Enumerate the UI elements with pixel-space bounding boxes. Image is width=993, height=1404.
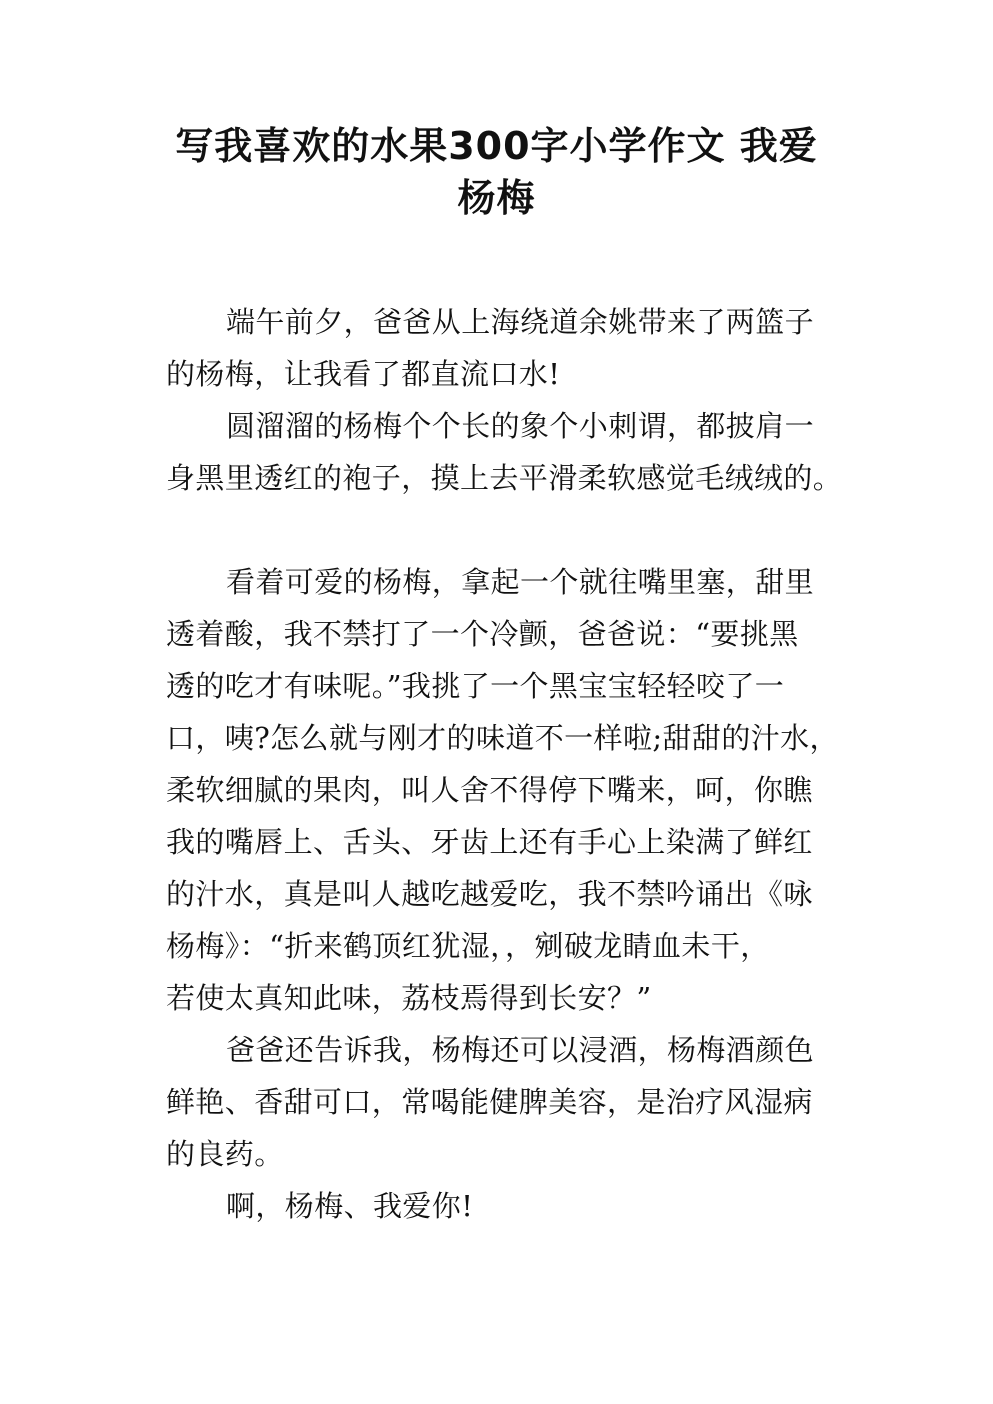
paragraph-line: 透着酸，我不禁打了一个冷颤，爸爸说：“要挑黑 xyxy=(166,617,799,651)
paragraph-line: 若使太真知此味，荔枝焉得到长安？” xyxy=(166,981,652,1015)
paragraph-line: 圆溜溜的杨梅个个长的象个小刺谓，都披肩一 xyxy=(226,409,815,443)
document-title xyxy=(150,120,843,224)
document-body xyxy=(166,296,846,1232)
paragraph-line: 柔软细腻的果肉，叫人舍不得停下嘴来，呵，你瞧 xyxy=(166,773,813,807)
paragraph-gap xyxy=(166,504,846,556)
paragraph-line: 啊，杨梅、我爱你! xyxy=(226,1189,474,1223)
paragraph-line: 的汁水，真是叫人越吃越爱吃，我不禁吟诵出《咏 xyxy=(166,877,813,911)
title-line: 写我喜欢的水果300字小学作文 我爱 xyxy=(175,124,818,168)
paragraph-line: 端午前夕，爸爸从上海绕道余姚带来了两篮子 xyxy=(226,305,815,339)
paragraph-line: 的杨梅，让我看了都直流口水! xyxy=(166,357,561,391)
paragraph-line: 鲜艳、香甜可口，常喝能健脾美容，是治疗风湿病 xyxy=(166,1085,813,1119)
paragraph-line: 身黑里透红的袍子，摸上去平滑柔软感觉毛绒绒的。 xyxy=(166,461,843,495)
paragraph-line: 杨梅》：“折来鹤顶红犹湿，，剜破龙睛血未干， xyxy=(166,929,770,963)
paragraph-line: 口，咦?怎么就与刚才的味道不一样啦;甜甜的汁水， xyxy=(166,721,839,755)
paragraph-line: 看着可爱的杨梅，拿起一个就往嘴里塞，甜里 xyxy=(226,565,815,599)
paragraph-line: 爸爸还告诉我，杨梅还可以浸酒，杨梅酒颜色 xyxy=(226,1033,815,1067)
paragraph-line: 透的吃才有味呢。”我挑了一个黑宝宝轻轻咬了一 xyxy=(166,669,785,703)
paragraph-line: 的良药。 xyxy=(166,1137,284,1171)
title-line: 杨梅 xyxy=(457,176,536,220)
paragraph-line: 我的嘴唇上、舌头、牙齿上还有手心上染满了鲜红 xyxy=(166,825,813,859)
